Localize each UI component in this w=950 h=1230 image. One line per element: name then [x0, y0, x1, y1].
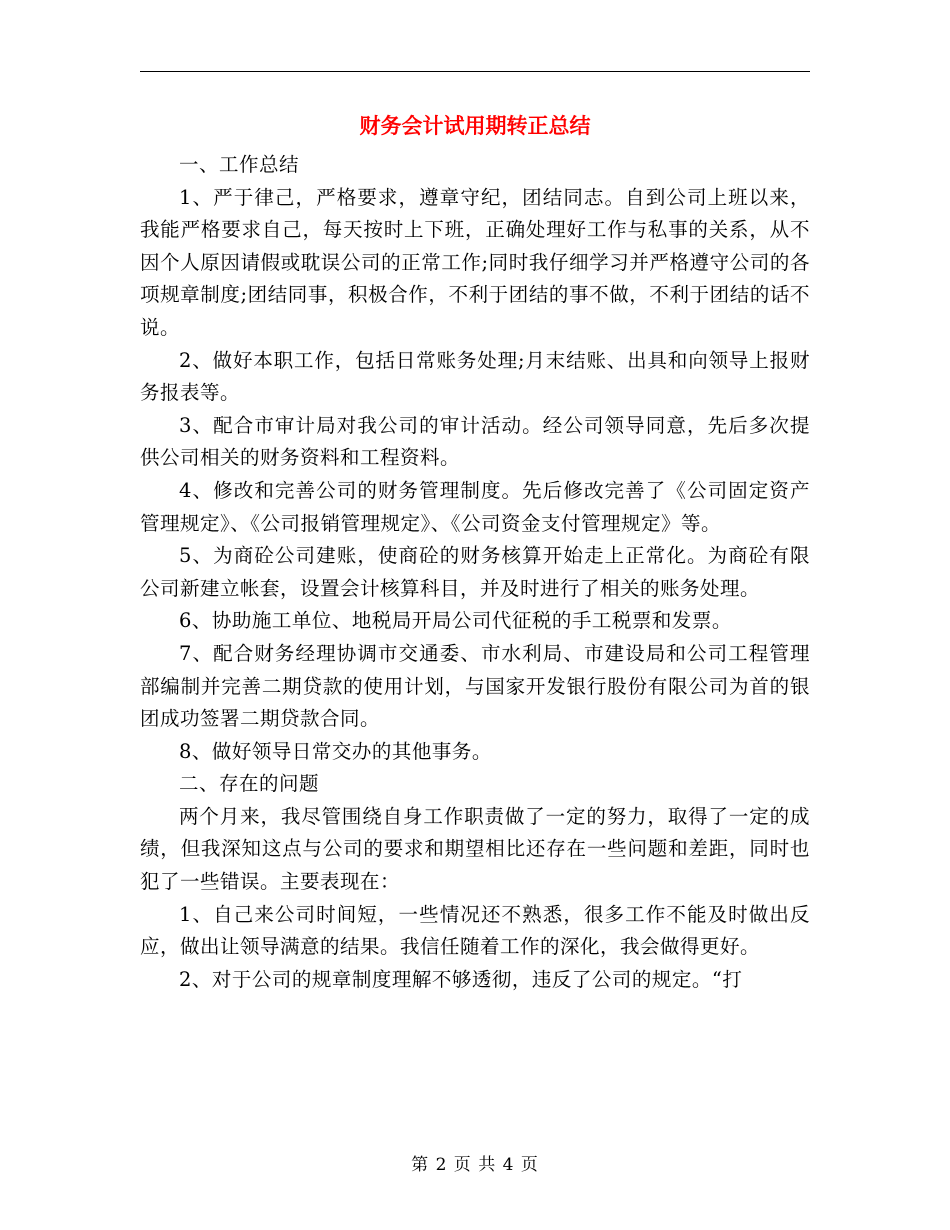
- section-heading-work-summary: 一、工作总结: [179, 153, 300, 176]
- paragraph-item-5: 5、为商砼公司建账，使商砼的财务核算开始走上正常化。为商砼有限公司新建立帐套，设置会计核算科目，并及时进行了相关的账务处理。: [140, 544, 810, 600]
- document-body: [140, 149, 810, 996]
- header-rule: [140, 71, 810, 72]
- paragraph-item-3: 3、配合市审计局对我公司的审计活动。经公司领导同意，先后多次提供公司相关的财务资料和工程资料。: [140, 413, 810, 470]
- paragraph-item-8: 8、做好领导日常交办的其他事务。: [179, 739, 492, 763]
- paragraph-item-2: 2、做好本职工作，包括日常账务处理;月末结账、出具和向领导上报财务报表等。: [140, 348, 810, 405]
- paragraph-item-7: 7、配合财务经理协调市交通委、市水利局、市建设局和公司工程管理部编制并完善二期贷款的使用计划，与国家开发银行股份有限公司为首的银团成功签署二期贷款合同。: [140, 641, 810, 731]
- paragraph-item-4: 4、修改和完善公司的财务管理制度。先后修改完善了《公司固定资产管理规定》、《公司报销管理规定》、《公司资金支付管理规定》等。: [140, 478, 810, 535]
- section-heading-problems: 二、存在的问题: [179, 772, 320, 796]
- paragraph-item-6: 6、协助施工单位、地税局开局公司代征税的手工税票和发票。: [179, 609, 732, 633]
- paragraph-item-1: 1、严于律己，严格要求，遵章守纪，团结同志。自到公司上班以来，我能严格要求自己，每天按时上下班，正确处理好工作与私事的关系，从不因个人原因请假或耽误公司的正常工作;同时我仔细学习并严格遵守公司的各项规章制度;团结同事，积极合作，不利于团结的事不做，不利于团结的话不说。: [140, 185, 810, 339]
- paragraph-problems-intro: 两个月来，我尽管围绕自身工作职责做了一定的努力，取得了一定的成绩，但我深知这点与公司的要求和期望相比还存在一些问题和差距，同时也犯了一些错误。主要表现在：: [140, 804, 810, 894]
- paragraph-problem-2: 2、对于公司的规章制度理解不够透彻，违反了公司的规定。“打: [179, 967, 743, 991]
- document-title: 财务会计试用期转正总结: [359, 113, 591, 138]
- paragraph-problem-1: 1、自己来公司时间短，一些情况还不熟悉，很多工作不能及时做出反应，做出让领导满意的结果。我信任随着工作的深化，我会做得更好。: [140, 902, 810, 959]
- page-footer: 第 2 页 共 4 页: [411, 1155, 539, 1175]
